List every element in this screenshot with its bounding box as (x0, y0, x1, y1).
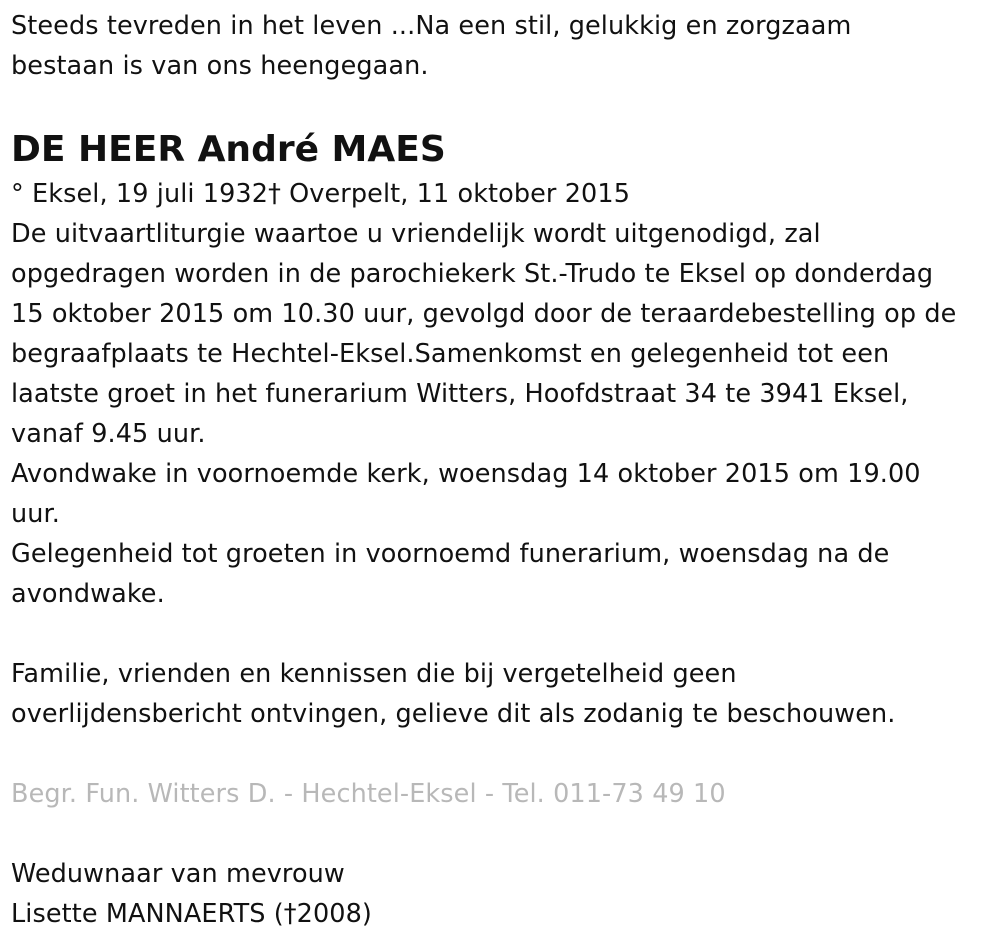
obituary-notice (11, 6, 986, 934)
funeral-info-line: 15 oktober 2015 om 10.30 uur, gevolgd door de teraardebestelling op de (11, 299, 957, 329)
intro-line-2: bestaan is van ons heengegaan. (11, 51, 429, 81)
spacer (11, 814, 986, 854)
spacer (11, 734, 986, 774)
wake-info-line: Avondwake in voornoemde kerk, woensdag 14 oktober 2015 om 19.00 (11, 459, 921, 489)
birth-death-dates: ° Eksel, 19 juli 1932† Overpelt, 11 oktober 2015 (11, 179, 631, 209)
deceased-name: DE HEER André MAES (11, 129, 446, 170)
spouse-line: Lisette MANNAERTS (†2008) (11, 899, 372, 929)
funeral-info-line: De uitvaartliturgie waartoe u vriendelijk wordt uitgenodigd, zal (11, 219, 821, 249)
undertaker-info: Begr. Fun. Witters D. - Hechtel-Eksel - Tel. 011-73 49 10 (11, 779, 726, 809)
funeral-info-line: begraafplaats te Hechtel-Eksel.Samenkomst en gelegenheid tot een (11, 339, 890, 369)
wake-info-line: uur. (11, 499, 60, 529)
funeral-info-line: opgedragen worden in de parochiekerk St.-Trudo te Eksel op donderdag (11, 259, 934, 289)
funeral-info-line: laatste groet in het funerarium Witters, Hoofdstraat 34 te 3941 Eksel, (11, 379, 909, 409)
notice-line: overlijdensbericht ontvingen, gelieve dit als zodanig te beschouwen. (11, 699, 896, 729)
notice-line: Familie, vrienden en kennissen die bij vergetelheid geen (11, 659, 737, 689)
spouse-line: Weduwnaar van mevrouw (11, 859, 345, 889)
spacer (11, 614, 986, 654)
funeral-info-line: vanaf 9.45 uur. (11, 419, 206, 449)
greeting-info-line: avondwake. (11, 579, 165, 609)
greeting-info-line: Gelegenheid tot groeten in voornoemd funerarium, woensdag na de (11, 539, 890, 569)
intro-line-1: Steeds tevreden in het leven ...Na een stil, gelukkig en zorgzaam (11, 11, 852, 41)
